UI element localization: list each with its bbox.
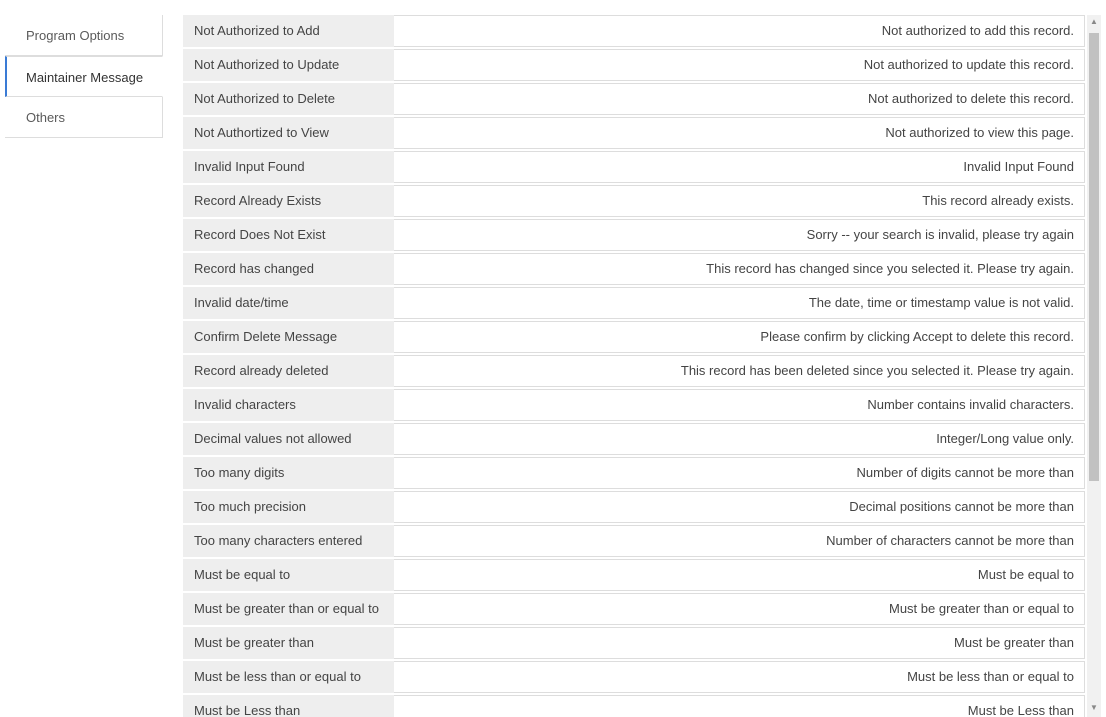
- message-text-field[interactable]: This record has changed since you selected it. Please try again.: [394, 253, 1085, 285]
- message-row: [183, 355, 1085, 389]
- message-text-field[interactable]: Not authorized to update this record.: [394, 49, 1085, 81]
- message-text-field[interactable]: Must be greater than or equal to: [394, 593, 1085, 625]
- message-row: [183, 117, 1085, 151]
- message-text-field[interactable]: Number contains invalid characters.: [394, 389, 1085, 421]
- message-text-field[interactable]: This record already exists.: [394, 185, 1085, 217]
- message-row: [183, 661, 1085, 695]
- message-row: [183, 321, 1085, 355]
- message-name-label: Must be greater than or equal to: [183, 593, 394, 627]
- message-text-field[interactable]: Must be less than or equal to: [394, 661, 1085, 693]
- message-row: [183, 525, 1085, 559]
- message-row: [183, 491, 1085, 525]
- message-row: [183, 49, 1085, 83]
- message-text-field[interactable]: Sorry -- your search is invalid, please try again: [394, 219, 1085, 251]
- message-name-label: Not Authorized to Delete: [183, 83, 394, 117]
- message-text-field[interactable]: Invalid Input Found: [394, 151, 1085, 183]
- message-name-label: Must be equal to: [183, 559, 394, 593]
- message-row: [183, 287, 1085, 321]
- tab-navigation: [5, 15, 163, 138]
- message-text-field[interactable]: Must be greater than: [394, 627, 1085, 659]
- message-text-field[interactable]: Number of digits cannot be more than: [394, 457, 1085, 489]
- message-name-label: Record Already Exists: [183, 185, 394, 219]
- message-row: [183, 15, 1085, 49]
- message-name-label: Not Authorized to Add: [183, 15, 394, 49]
- message-name-label: Record has changed: [183, 253, 394, 287]
- message-row: [183, 457, 1085, 491]
- message-text-field[interactable]: Must be equal to: [394, 559, 1085, 591]
- message-text-field[interactable]: Number of characters cannot be more than: [394, 525, 1085, 557]
- scroll-up-icon[interactable]: ▲: [1090, 17, 1098, 26]
- message-text-field[interactable]: Must be Less than: [394, 695, 1085, 717]
- message-text-field[interactable]: Not authorized to view this page.: [394, 117, 1085, 149]
- tab-others[interactable]: Others: [5, 97, 163, 138]
- message-text-field[interactable]: Not authorized to add this record.: [394, 15, 1085, 47]
- message-row: [183, 185, 1085, 219]
- message-name-label: Too many digits: [183, 457, 394, 491]
- message-text-field[interactable]: Not authorized to delete this record.: [394, 83, 1085, 115]
- scrollbar-thumb[interactable]: [1089, 33, 1099, 481]
- message-name-label: Not Authorized to Update: [183, 49, 394, 83]
- message-row: [183, 219, 1085, 253]
- message-text-field[interactable]: Integer/Long value only.: [394, 423, 1085, 455]
- message-text-field[interactable]: Please confirm by clicking Accept to delete this record.: [394, 321, 1085, 353]
- message-row: [183, 695, 1085, 717]
- message-name-label: Decimal values not allowed: [183, 423, 394, 457]
- message-text-field[interactable]: This record has been deleted since you selected it. Please try again.: [394, 355, 1085, 387]
- message-name-label: Invalid characters: [183, 389, 394, 423]
- scroll-down-icon[interactable]: ▼: [1090, 703, 1098, 712]
- message-row: [183, 253, 1085, 287]
- message-row: [183, 627, 1085, 661]
- message-name-label: Too many characters entered: [183, 525, 394, 559]
- message-name-label: Record Does Not Exist: [183, 219, 394, 253]
- message-name-label: Must be less than or equal to: [183, 661, 394, 695]
- tab-program-options[interactable]: Program Options: [5, 15, 163, 56]
- message-name-label: Confirm Delete Message: [183, 321, 394, 355]
- message-name-label: Too much precision: [183, 491, 394, 525]
- message-name-label: Not Authortized to View: [183, 117, 394, 151]
- message-text-field[interactable]: The date, time or timestamp value is not valid.: [394, 287, 1085, 319]
- vertical-scrollbar[interactable]: [1087, 15, 1101, 717]
- message-row: [183, 83, 1085, 117]
- message-name-label: Invalid date/time: [183, 287, 394, 321]
- message-name-label: Record already deleted: [183, 355, 394, 389]
- messages-table: [183, 15, 1085, 717]
- message-text-field[interactable]: Decimal positions cannot be more than: [394, 491, 1085, 523]
- message-name-label: Must be greater than: [183, 627, 394, 661]
- message-row: [183, 559, 1085, 593]
- message-row: [183, 151, 1085, 185]
- message-row: [183, 593, 1085, 627]
- message-row: [183, 389, 1085, 423]
- tab-maintainer-message[interactable]: Maintainer Message: [5, 56, 163, 97]
- message-name-label: Invalid Input Found: [183, 151, 394, 185]
- message-name-label: Must be Less than: [183, 695, 394, 717]
- message-row: [183, 423, 1085, 457]
